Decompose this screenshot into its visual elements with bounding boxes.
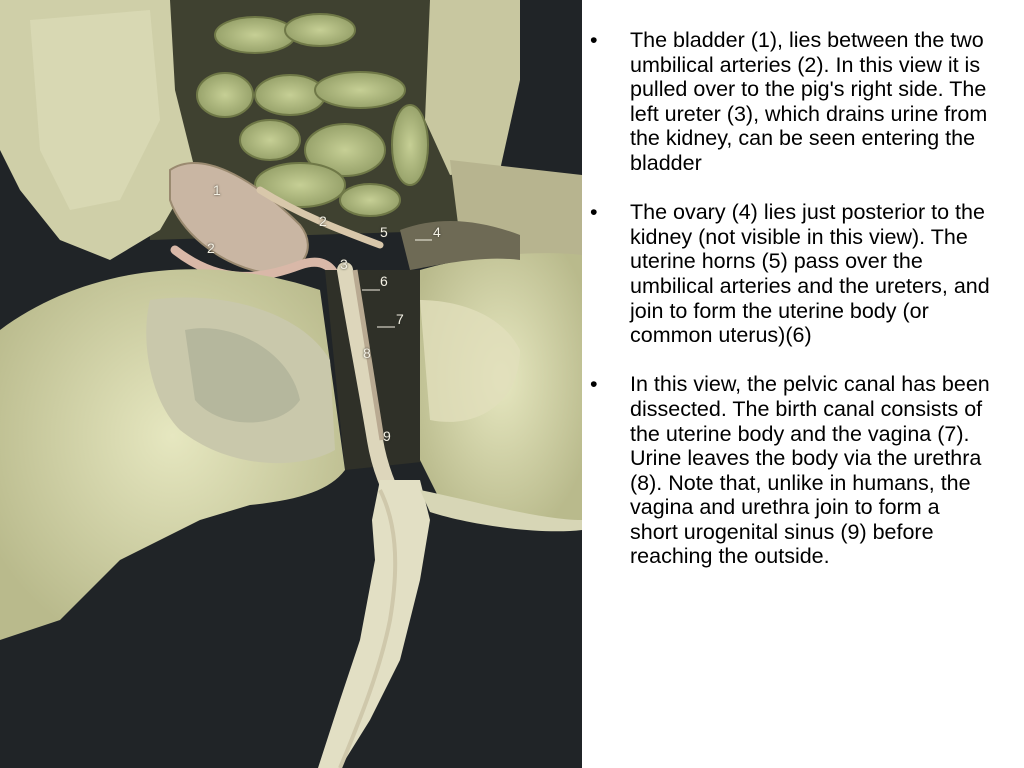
- description-item-ovary: [590, 200, 990, 348]
- description-item-pelvic-canal: [590, 372, 990, 569]
- label-3: 3: [340, 256, 348, 272]
- label-2-left: 2: [207, 240, 215, 256]
- label-2-right: 2: [319, 213, 327, 229]
- label-1: 1: [213, 182, 221, 198]
- bullet: •: [590, 28, 598, 52]
- description-list: [590, 28, 990, 594]
- bullet: •: [590, 372, 598, 397]
- label-7: 7: [396, 311, 404, 327]
- bullet: •: [590, 200, 598, 225]
- label-4: 4: [433, 224, 441, 240]
- paragraph-text: The ovary (4) lies just posterior to the kidney (not visible in this view). The uterine horns (5) pass over the umbilical arteries and the ureters, and join to form the uterine body (or common uterus)(6): [630, 200, 990, 348]
- paragraph-text: In this view, the pelvic canal has been dissected. The birth canal consists of the uterine body and the vagina (7). Urine leaves the body via the urethra (8). Note that, unlike in humans, the vagina and urethra join to form a short urogenital sinus (9) before reaching the outside.: [630, 372, 990, 569]
- label-6: 6: [380, 273, 388, 289]
- paragraph-text: The bladder (1), lies between the two umbilical arteries (2). In this view it is pulled over to the pig's right side. The left ureter (3), which drains urine from the kidney, can be seen entering the bladder: [630, 28, 988, 175]
- label-8: 8: [363, 345, 371, 361]
- label-9: 9: [383, 428, 391, 444]
- label-5: 5: [380, 224, 388, 240]
- description-item-bladder: [590, 28, 990, 176]
